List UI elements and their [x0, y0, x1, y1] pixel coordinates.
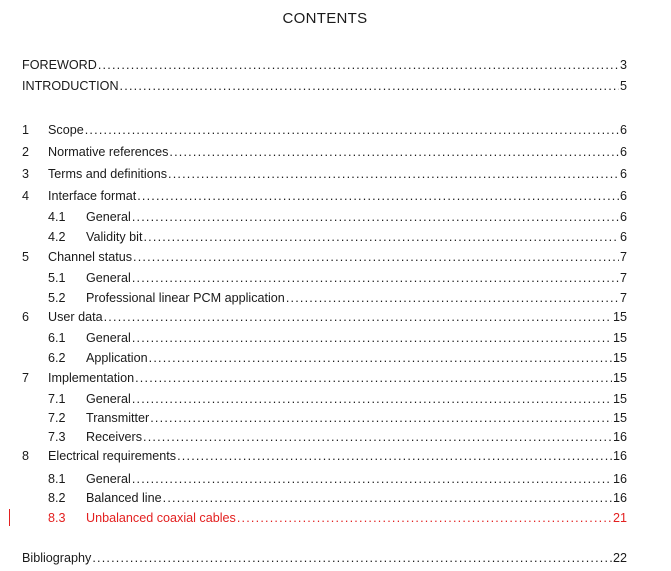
toc-number: 7.1 — [48, 392, 66, 406]
toc-entry-5-1[interactable] — [22, 270, 627, 286]
toc-entry-4[interactable] — [22, 188, 627, 204]
toc-leader — [132, 270, 619, 286]
toc-leader — [132, 471, 612, 487]
toc-label: Implementation — [48, 371, 135, 385]
toc-label: Balanced line — [86, 491, 162, 505]
toc-label: Channel status — [48, 250, 133, 264]
toc-label: Electrical requirements — [48, 449, 177, 463]
toc-page: 3 — [619, 58, 627, 72]
toc-label: Interface format — [48, 189, 137, 203]
toc-leader — [132, 391, 612, 407]
toc-number: 7.2 — [48, 411, 66, 425]
toc-leader — [237, 510, 612, 526]
toc-number: 1 — [22, 123, 30, 137]
toc-page: 15 — [612, 392, 627, 406]
toc-page: 6 — [619, 167, 627, 181]
toc-entry-6-2[interactable] — [22, 350, 627, 366]
toc-entry-8-2[interactable] — [22, 490, 627, 506]
toc-number: 2 — [22, 145, 30, 159]
toc-leader — [104, 309, 612, 325]
toc-page: 16 — [612, 430, 627, 444]
toc-number: 5 — [22, 250, 30, 264]
toc-number: 7.3 — [48, 430, 66, 444]
toc-number: 4 — [22, 189, 30, 203]
toc-page: 5 — [619, 79, 627, 93]
toc-number: 6 — [22, 310, 30, 324]
toc-page: 7 — [619, 250, 627, 264]
toc-label: Receivers — [86, 430, 142, 444]
toc-leader — [150, 410, 612, 426]
toc-label: Validity bit — [86, 230, 143, 244]
toc-entry-2[interactable] — [22, 144, 627, 160]
toc-page: 6 — [619, 189, 627, 203]
change-bar — [9, 509, 10, 526]
toc-page: 15 — [612, 351, 627, 365]
toc-entry-7-2[interactable] — [22, 410, 627, 426]
toc-page: 16 — [612, 472, 627, 486]
page-title: CONTENTS — [282, 10, 368, 27]
toc-page: 15 — [612, 371, 627, 385]
toc-entry-7-3[interactable] — [22, 429, 627, 445]
toc-leader — [92, 550, 612, 566]
toc-page: 16 — [612, 449, 627, 463]
toc-entry-5[interactable] — [22, 249, 627, 265]
toc-leader — [132, 209, 619, 225]
toc-page: 6 — [619, 145, 627, 159]
toc-page: 22 — [612, 551, 627, 565]
toc-page: 7 — [619, 291, 627, 305]
toc-entry-introduction[interactable] — [22, 78, 627, 94]
toc-number: 8 — [22, 449, 30, 463]
toc-leader — [149, 350, 612, 366]
toc-number: 5.1 — [48, 271, 66, 285]
toc-leader — [135, 370, 612, 386]
toc-leader — [177, 448, 612, 464]
toc-leader — [132, 330, 612, 346]
toc-entry-6-1[interactable] — [22, 330, 627, 346]
toc-page: 6 — [619, 230, 627, 244]
toc-leader — [120, 78, 619, 94]
toc-label: Normative references — [48, 145, 169, 159]
toc-leader — [143, 229, 619, 245]
toc-leader — [163, 490, 612, 506]
toc-page: 21 — [612, 511, 627, 525]
toc-leader — [137, 188, 619, 204]
toc-label: User data — [48, 310, 103, 324]
toc-entry-3[interactable] — [22, 166, 627, 182]
toc-entry-7-1[interactable] — [22, 391, 627, 407]
toc-page: 15 — [612, 411, 627, 425]
toc-entry-8-3[interactable] — [22, 510, 627, 526]
toc-number: 8.3 — [48, 511, 66, 525]
toc-number: 6.1 — [48, 331, 66, 345]
toc-leader — [169, 144, 619, 160]
toc-label: Scope — [48, 123, 84, 137]
toc-label: General — [86, 392, 131, 406]
toc-entry-8[interactable] — [22, 448, 627, 464]
toc-label: Terms and definitions — [48, 167, 168, 181]
toc-label: Unbalanced coaxial cables — [86, 511, 236, 525]
toc-number: 6.2 — [48, 351, 66, 365]
toc-page: 15 — [612, 310, 627, 324]
toc-entry-foreword[interactable] — [22, 57, 627, 73]
toc-entry-5-2[interactable] — [22, 290, 627, 306]
toc-number: 7 — [22, 371, 30, 385]
toc-label: Transmitter — [86, 411, 150, 425]
toc-page: 15 — [612, 331, 627, 345]
toc-label: General — [86, 271, 131, 285]
toc-number: 3 — [22, 167, 30, 181]
toc-page: 16 — [612, 491, 627, 505]
toc-entry-6[interactable] — [22, 309, 627, 325]
toc-label: General — [86, 331, 131, 345]
toc-leader — [168, 166, 619, 182]
toc-label: Application — [86, 351, 148, 365]
toc-number: 8.2 — [48, 491, 66, 505]
toc-leader — [143, 429, 612, 445]
toc-label: Professional linear PCM application — [86, 291, 285, 305]
toc-number: 8.1 — [48, 472, 66, 486]
toc-label: INTRODUCTION — [22, 79, 119, 93]
toc-page: 6 — [619, 123, 627, 137]
toc-label: General — [86, 472, 131, 486]
toc-entry-8-1[interactable] — [22, 471, 627, 487]
toc-label: General — [86, 210, 131, 224]
toc-number: 4.1 — [48, 210, 66, 224]
toc-leader — [133, 249, 619, 265]
toc-leader — [286, 290, 619, 306]
toc-leader — [98, 57, 619, 73]
toc-number: 4.2 — [48, 230, 66, 244]
toc-leader — [85, 122, 619, 138]
toc-page: 6 — [619, 210, 627, 224]
toc-number: 5.2 — [48, 291, 66, 305]
toc-entry-1[interactable] — [22, 122, 627, 138]
toc-label: Bibliography — [22, 551, 92, 565]
toc-entry-4-1[interactable] — [22, 209, 627, 225]
toc-page: 7 — [619, 271, 627, 285]
toc-entry-7[interactable] — [22, 370, 627, 386]
toc-label: FOREWORD — [22, 58, 97, 72]
toc-entry-4-2[interactable] — [22, 229, 627, 245]
toc-entry-bibliography[interactable] — [22, 550, 627, 566]
